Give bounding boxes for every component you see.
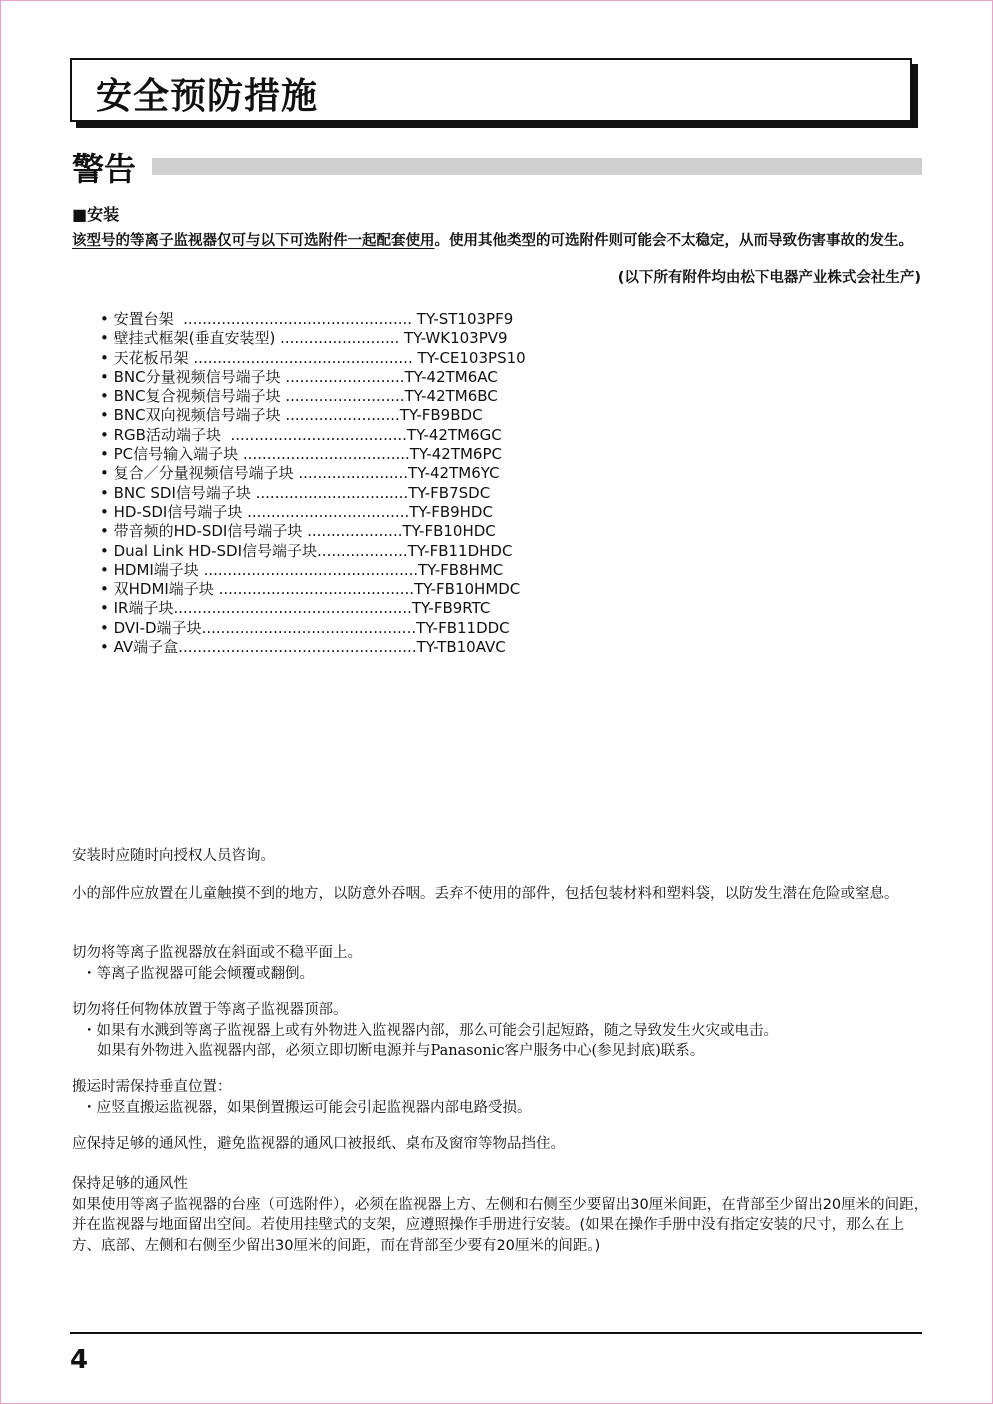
accessory-item: • HD-SDI信号端子块 ..................................TY-FB9HDC bbox=[100, 502, 493, 521]
footer-rule bbox=[70, 1332, 922, 1334]
small-parts-note: 小的部件应放置在儿童触摸不到的地方，以防意外吞咽。丢弃不使用的部件，包括包装材料和塑料袋，以防发生潜在危险或窒息。 bbox=[72, 886, 899, 902]
accessory-item: • 带音频的HD-SDI信号端子块 ....................TY-FB10HDC bbox=[100, 522, 496, 541]
top-objects-followup: 如果有外物进入监视器内部，必须立即切断电源并与Panasonic客户服务中心(参见封底)联系。 bbox=[97, 1043, 705, 1059]
accessory-item: • BNC双向视频信号端子块 ........................TY-FB9BDC bbox=[100, 406, 483, 425]
accessory-item: • 壁挂式框架(垂直安装型) ......................... TY-WK103PV9 bbox=[100, 329, 508, 348]
accessory-item: • HDMI端子块 .............................................TY-FB8HMC bbox=[100, 560, 504, 579]
slope-warning bbox=[72, 943, 932, 984]
ventilation-body: 如果使用等离子监视器的台座（可选附件），必须在监视器上方、左侧和右侧至少要留出30厘米间距，在背部至少留出20厘米的间距，并在监视器与地面留出空间。若使用挂壁式的支架，应遵照操作手册进行安装。(如果在操作手册中没有指定安装的尺寸，那么在上方、底部、左侧和右侧至少留出30厘米的间距，而在背部至少要有20厘米的间距。) bbox=[72, 1196, 929, 1254]
page-title: 安全预防措施 bbox=[96, 76, 319, 117]
accessory-item: • PC信号输入端子块 ...................................TY-42TM6PC bbox=[100, 445, 502, 464]
transport-heading: 搬运时需保持垂直位置： bbox=[72, 1079, 232, 1095]
warning-header bbox=[72, 142, 922, 186]
accessory-item: • Dual Link HD-SDI信号端子块...................TY-FB11DHDC bbox=[100, 541, 513, 560]
accessory-item: • 双HDMI端子块 .........................................TY-FB10HMDC bbox=[100, 580, 521, 599]
top-objects-bullet: ・如果有水溅到等离子监视器上或有外物进入监视器内部，那么可能会引起短路，随之导致发生火灾或电击。 bbox=[82, 1022, 778, 1039]
ventilation-title: 保持足够的通风性 bbox=[72, 1176, 188, 1192]
slope-bullet: ・等离子监视器可能会倾覆或翻倒。 bbox=[82, 965, 314, 982]
top-objects-warning bbox=[72, 1000, 932, 1062]
install-intro-underlined: 该型号的等离子监视器仅可与以下可选附件一起配套使用 bbox=[72, 233, 435, 249]
accessory-item: • RGB活动端子块 .....................................TY-42TM6GC bbox=[100, 425, 502, 444]
ventilation-section bbox=[72, 1174, 932, 1256]
install-intro-rest: 。使用其他类型的可选附件则可能会不太稳定，从而导致伤害事故的发生。 bbox=[434, 233, 913, 249]
warning-heading: 警告 bbox=[72, 150, 137, 188]
accessory-list bbox=[100, 310, 526, 657]
title-box bbox=[70, 58, 912, 122]
accessory-item: • BNC分量视频信号端子块 .........................TY-42TM6AC bbox=[100, 367, 498, 386]
top-objects-heading: 切勿将任何物体放置于等离子监视器顶部。 bbox=[72, 1002, 348, 1018]
maker-note: (以下所有附件均由松下电器产业株式会社生产) bbox=[617, 270, 921, 286]
accessory-item: • DVI-D端子块.............................................TY-FB11DDC bbox=[100, 618, 510, 637]
transport-bullet: ・应竖直搬运监视器，如果倒置搬运可能会引起监视器内部电路受损。 bbox=[82, 1099, 532, 1116]
consult-note: 安装时应随时向授权人员咨询。 bbox=[72, 848, 275, 864]
accessory-item: • BNC复合视频信号端子块 .........................TY-42TM6BC bbox=[100, 387, 498, 406]
warning-bar bbox=[152, 158, 922, 175]
transport-warning bbox=[72, 1077, 932, 1118]
install-intro bbox=[72, 230, 928, 253]
accessory-item: • IR端子块..................................................TY-FB9RTC bbox=[100, 599, 491, 618]
accessory-item: • BNC SDI信号端子块 ................................TY-FB7SDC bbox=[100, 483, 491, 502]
page-number: 4 bbox=[70, 1345, 89, 1375]
accessory-item: • 复合／分量视频信号端子块 .......................TY-42TM6YC bbox=[100, 464, 500, 483]
accessory-item: • 天花板吊架 .............................................. TY-CE103PS10 bbox=[100, 348, 526, 367]
accessory-item: • 安置台架 ................................................ TY-ST103PF9 bbox=[100, 310, 514, 328]
slope-heading: 切勿将等离子监视器放在斜面或不稳平面上。 bbox=[72, 945, 362, 961]
ventilation-note: 应保持足够的通风性，避免监视器的通风口被报纸、桌布及窗帘等物品挡住。 bbox=[72, 1136, 565, 1152]
install-heading: ■安装 bbox=[72, 205, 120, 224]
accessory-item: • AV端子盒..................................................TY-TB10AVC bbox=[100, 638, 506, 657]
